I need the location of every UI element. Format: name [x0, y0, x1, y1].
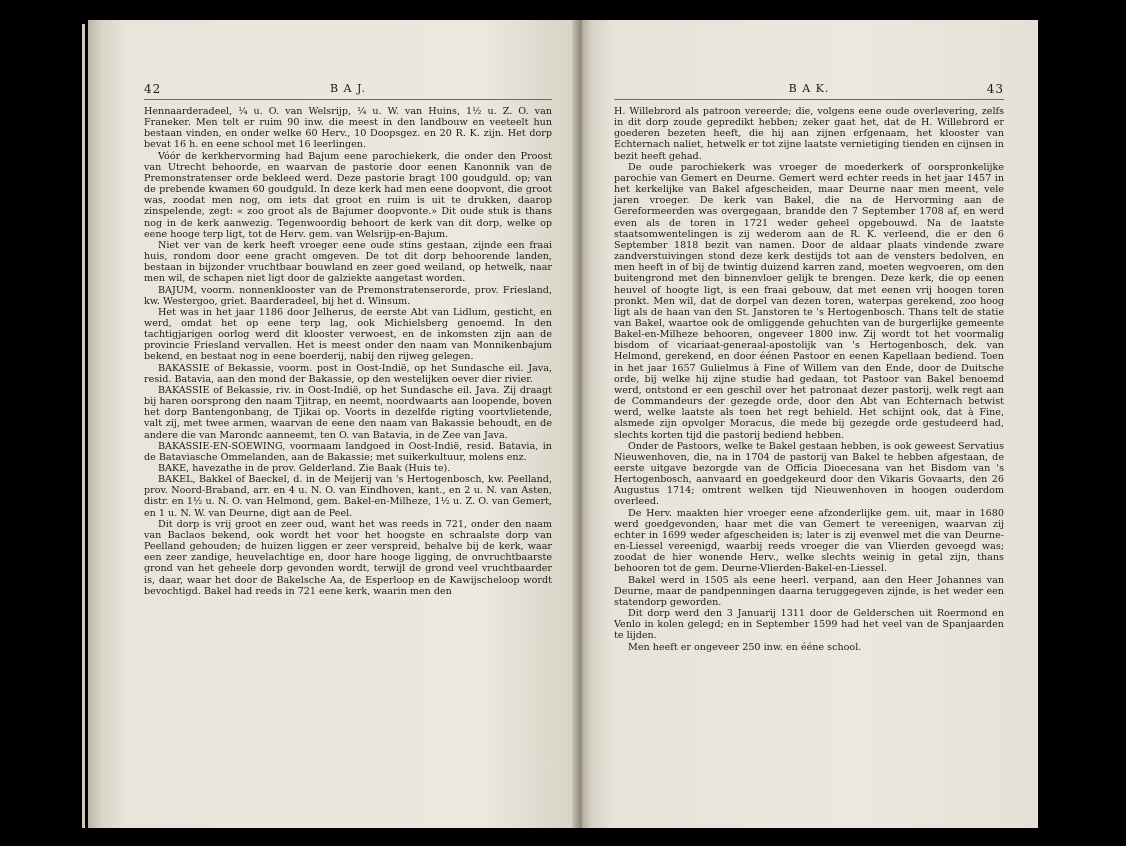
paragraph: Men heeft er ongeveer 250 inw. en ééne school. — [628, 641, 862, 653]
open-book — [88, 12, 1038, 832]
paragraph: H. Willebrord als patroon vereerde; die, volgens eene oude overlevering, zelfs in dit dorp zoude gepredikt hebben; zeker gaat het, dat de H. Willebrord er goederen bezeten heeft, die hij aan zijnen erfgenaam, het klooster van Echternach naliet, hetwelk er tot zijne laatste vernietiging tienden en cijnsen in bezit heeft gehad. — [614, 106, 1004, 162]
left-page — [88, 20, 582, 828]
right-page-number: 43 — [986, 82, 1004, 96]
paragraph: BAKEL, Bakkel of Baeckel, d. in de Meijerij van 's Hertogenbosch, kw. Peelland, prov. Noord-Braband, arr. en 4 u. N. O. van Eindhoven, kant., en 2 u. N. van Asten, distr. en 1½ u. N. O. van Helmond, gem. Bakel-en-Milheze, 1½ u. Z. O. van Gemert, en 1 u. N. W. van Deurne, digt aan de Peel. — [144, 474, 552, 519]
right-page — [582, 20, 1038, 828]
right-running-head: B A K. — [788, 82, 830, 95]
paragraph: Dit dorp werd den 3 Januarij 1311 door de Gelderschen uit Roermond en Venlo in kolen gelegd; en in September 1599 had het veel van de Spanjaarden te lijden. — [614, 608, 1004, 642]
header-rule — [614, 99, 1004, 100]
book-gutter — [572, 20, 592, 828]
paragraph: BAKASSIE of Bekassie, voorm. post in Oost-Indië, op het Sundasche eil. Java, resid. Batavia, aan den mond der Bakassie, op den westelijken oever dier rivier. — [144, 362, 552, 385]
paragraph: De Herv. maakten hier vroeger eene afzonderlijke gem. uit, maar in 1680 werd goedgevonden, haar met die van Gemert te vereenigen, waarvan zij echter in 1699 weder afgescheiden is; later is zij evenwel met die van Deurne-en-Liessel vereenigd, waarbij reeds vroeger die van Vlierden gevoegd was; zoodat de hier wonende Herv., welke slechts weinig in getal zijn, thans behooren tot de gem. Deurne-Vlierden-Bakel-en-Liessel. — [614, 507, 1004, 575]
paragraph: Het was in het jaar 1186 door Jelherus, de eerste Abt van Lidlum, gesticht, en werd, omdat het op eene terp lag, ook Michielsberg genoemd. In den tachtigjarigen oorlog werd dit klooster verwoest, en de inkomsten zijn aan de provincie Friesland vervallen. Het is meest onder den naam van Monnikenbajum bekend, en bestaat nog in eene boerderij, nabij den rijweg gelegen. — [144, 306, 552, 363]
paragraph: BAKASSIE of Bekassie, riv. in Oost-Indië, op het Sundasche eil. Java. Zij draagt bij haren oorsprong den naam Tjitrap, en neemt, noordwaarts aan loopende, boven het dorp Bantengonbang, de Tjikai op. Voorts in dezelfde rigting voortvlietende, valt zij, met twee armen, waarvan de eene den naam van Bakassie behoudt, en de andere die van Marondc aanneemt, ten O. van Batavia, in de Zee van Java. — [144, 384, 552, 441]
left-running-header — [144, 82, 552, 98]
paragraph: BAKE, havezathe in de prov. Gelderland. Zie Baak (Huis te). — [158, 463, 451, 474]
paragraph: Hennaarderadeel, ¼ u. O. van Welsrijp, ¼ u. W. van Huins, 1½ u. Z. O. van Franeker. Men telt er ruim 90 inw. die meest in den landbouw en veeteelt hun bestaan vinden, en onder welke 60 Herv., 10 Doopsgez. en 20 R. K. zijn. Het dorp bevat 16 h. en eene school met 16 leerlingen. — [144, 106, 552, 151]
right-page-text — [614, 106, 1004, 653]
paragraph: Bakel werd in 1505 als eene heerl. verpand, aan den Heer Johannes van Deurne, maar de pandpenningen daarna teruggegeven zijnde, is het weder een statendorp geworden. — [614, 574, 1004, 608]
paragraph: BAJUM, voorm. nonnenklooster van de Premonstratenserorde, prov. Friesland, kw. Westergoo, griet. Baarderadeel, bij het d. Winsum. — [144, 284, 552, 307]
paragraph: Dit dorp is vrij groot en zeer oud, want het was reeds in 721, onder den naam van Baclaos bekend, ook wordt het voor het hoogste en schraalste dorp van Peelland gehouden; de huizen liggen er zeer verspreid, behalve bij de kerk, waar een zeer zandige, heuvelachtige en, door hare hooge ligging, de onvruchtbaarste grond van het geheele dorp gevonden wordt, terwijl de grond veel vruchtbaarder is, daar, waar het door de Bakelsche Aa, de Esperloop en de Kawijscheloop wordt bevochtigd. Bakel had reeds in 721 eene kerk, waarin men den — [144, 518, 552, 597]
paragraph: BAKASSIE-EN-SOEWING, voormaam landgoed in Oost-Indië, resid. Batavia, in de Bataviasche Ommelanden, aan de Bakassie; met suikerkultuur, molens enz. — [144, 440, 552, 463]
header-rule — [144, 99, 552, 100]
left-page-number: 42 — [144, 82, 162, 96]
page-edge — [82, 24, 85, 828]
paragraph: Vóór de kerkhervorming had Bajum eene parochiekerk, die onder den Proost van Utrecht behoorde, en waarvan de pastorie door eenen Kanonnik van de Premonstratenser orde bekleed werd. Deze pastorie bragt 100 goudguld. op; van de prebende kwamen 60 goudguld. In deze kerk had men eene doopvont, die groot was, zoodat men nog, om iets dat groot en ruim is uit te drukken, daarop zinspelende, zegt: « zoo groot als de Bajumer doopvonte.» Dit oude stuk is thans nog in de kerk aanwezig. Tegenwoordig behoort de kerk van dit dorp, welke op eene hooge terp ligt, tot de Herv. gem. van Welsrijp-en-Bajum. — [144, 150, 552, 240]
paragraph: De oude parochiekerk was vroeger de moederkerk of oorspronkelijke parochie van Gemert en Deurne. Gemert werd echter reeds in het jaar 1457 in het kerkelijke van Bakel afgescheiden, maar Deurne naar men meent, vele jaren vroeger. De kerk van Bakel, die na de Hervorming aan de Gereformeerden was overgegaan, brandde den 7 September 1708 af, en werd even als de toren in 1721 weder geheel opgebouwd. Na de laatste staatsomwentelingen is zij wederom aan de R. K. verleend, die er den 6 September 1818 bezit van namen. Door de aldaar plaats vindende zware zandverstuivingen stond deze kerk destijds tot aan de vensters bedolven, en men heeft in of bij de twintig duizend karren zand, moeten wegvoeren, om den buitengrond met den binnenvloer gelijk te brengen. Deze kerk, die op eenen heuvel of hoogte ligt, is een fraai gebouw, dat met eenen vrij hoogen toren pronkt. Men wil, dat de dorpel van dezen toren, waterpas gerekend, zoo hoog ligt als de haan van den St. Janstoren te 's Hertogenbosch. Thans telt de statie van Bakel, waartoe ook de omliggende gehuchten van de burgerlijke gemeente Bakel-en-Milheze behooren, ongeveer 1800 inw. Zij wordt tot het voormalig bisdom of vicariaat-generaal-apostolijk van 's Hertogenbosch, dek. van Helmond, gerekend, en door éénen Pastoor en eenen Kapellaan bediend. Toen in het jaar 1657 Gulielmus à Fine of Willem van den Ende, door de Duitsche orde, bij welke hij zijne studie had gedaan, tot Pastoor van Bakel benoemd werd, ontstond er een geschil over het patronaat dezer pastorij, welk regt aan de Commandeurs der gezegde orde, door den Abt van Echternach betwist werd, welke laatste als toen het regt behield. Het schijnt ook, dat à Fine, alsmede zijn opvolger Moracus, die mede bij gezegde orde gestudeerd had, slechts korten tijd die pastorij bediend hebben. — [614, 161, 1004, 441]
right-running-header — [614, 82, 1004, 98]
left-running-head: B A J. — [329, 82, 367, 95]
paragraph: Niet ver van de kerk heeft vroeger eene oude stins gestaan, zijnde een fraai huis, rondom door eene gracht omgeven. De tot dit dorp behoorende landen, bestaan in bijzonder vruchtbaar bouwland en zeer goed weiland, op hetwelk, naar men wil, de schapen niet ligt door de galziekte aangetast worden. — [144, 239, 552, 285]
left-page-text — [144, 106, 552, 597]
paragraph: Onder de Pastoors, welke te Bakel gestaan hebben, is ook geweest Servatius Nieuwenhoven, die, na in 1704 de pastorij van Bakel te hebben afgestaan, de eerste uitgave bezorgde van de Officia Dioecesana van het Bisdom van 's Hertogenbosch, aanvaard en goedgekeurd door den Vikaris Govaarts, den 26 Augustus 1714; omtrent welken tijd Nieuwenhoven in hoogen ouderdom overleed. — [614, 440, 1004, 508]
